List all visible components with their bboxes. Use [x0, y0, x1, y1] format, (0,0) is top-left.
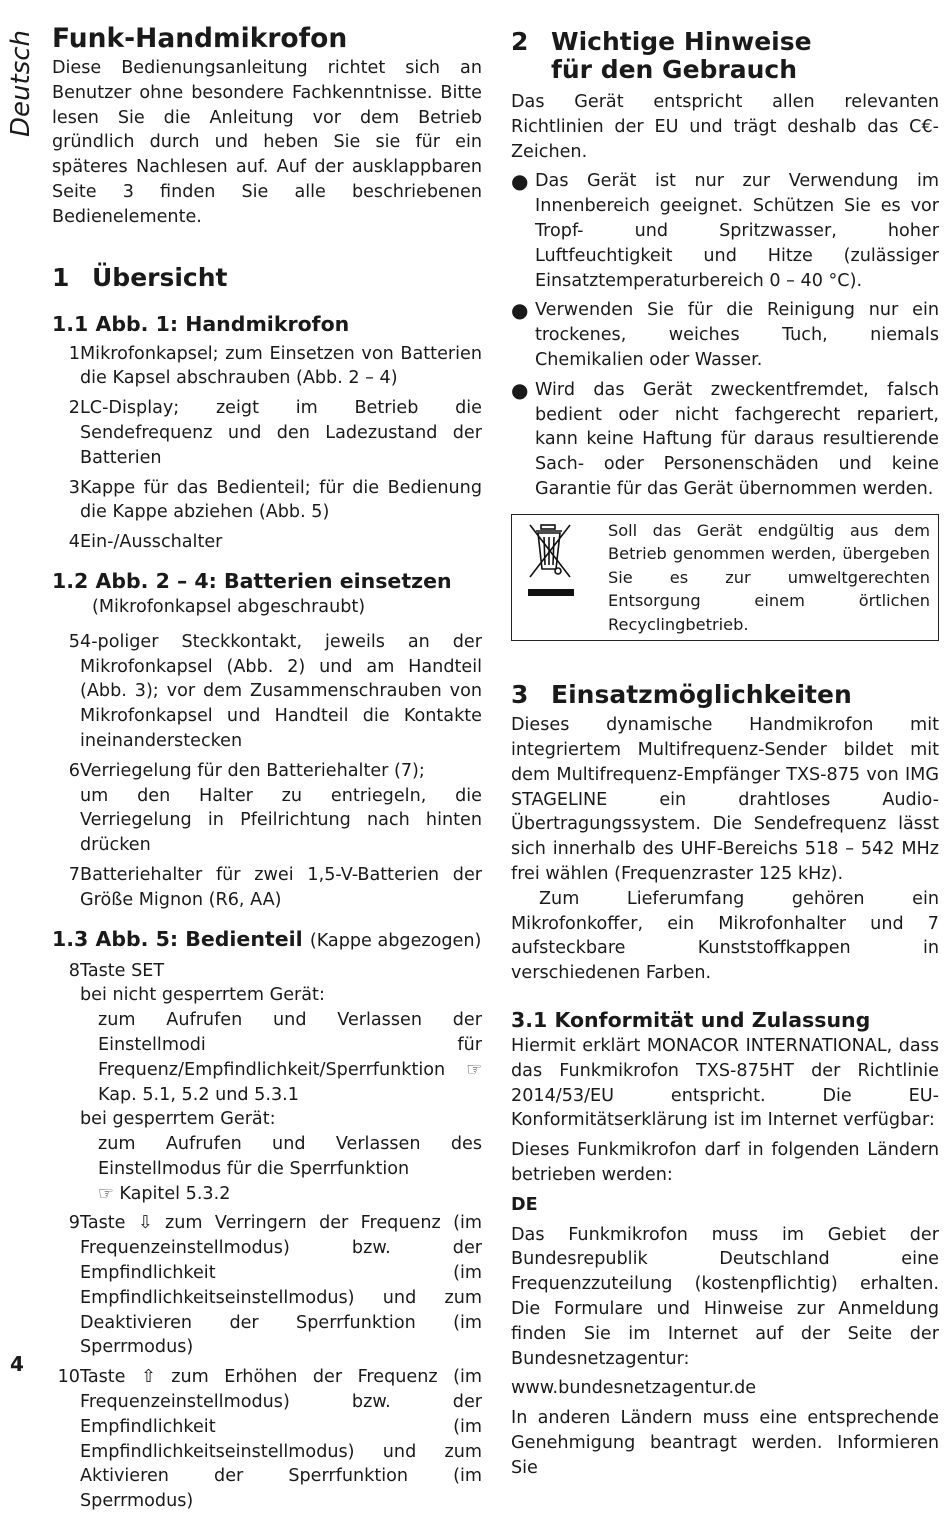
- country-label: DE: [511, 1194, 538, 1215]
- chapter-reference: ☞ Kapitel 5.3.2: [98, 1183, 231, 1204]
- section-number: 3: [511, 680, 529, 710]
- item-number: 6: [68, 760, 80, 781]
- section-3-heading: [511, 681, 939, 709]
- section-title-line: Wichtige Hinweise: [551, 27, 812, 56]
- item-number: 1: [68, 343, 80, 364]
- section-number: 1: [52, 262, 70, 292]
- section-title: [551, 28, 812, 84]
- section-title: Übersicht: [92, 262, 228, 292]
- item-text: [80, 759, 482, 858]
- subsection-1-2-heading: 1.2 Abb. 2 – 4: Batterien einsetzen: [52, 568, 452, 593]
- section-3-paragraph: Zum Lieferumfang gehören ein Mikrofonkoffer, ein Mikrofonhalter und 7 aufsteckbare Kunststoffkappen in verschiedenen Farben.: [511, 888, 939, 984]
- item-text-line: um den Halter zu entriegeln, die Verriegelung in Pfeilrichtung nach hinten drücken: [80, 785, 482, 856]
- list-item: [52, 759, 482, 858]
- list-item: [52, 396, 482, 470]
- item-title: Taste SET: [80, 960, 165, 981]
- intro-paragraph: Diese Bedienungsanleitung richtet sich an Benutzer ohne besondere Fachkenntnisse. Bitte lesen Sie die Anleitung vor dem Betrieb gründlich durch und heben Sie sie für ein späteres Nachlesen auf. Auf der ausklappbaren Seite 3 finden Sie alle beschriebenen Bedienelemente.: [52, 58, 482, 227]
- list-item: [52, 530, 482, 555]
- item-text: Kappe für das Bedienteil; für die Bedienung die Kappe abziehen (Abb. 5): [80, 477, 482, 523]
- section-2-heading: [511, 28, 939, 84]
- item-text-line: Verriegelung für den Batteriehalter (7);: [80, 760, 425, 781]
- item-number: 7: [68, 864, 80, 885]
- bullet-icon: ●: [511, 169, 529, 194]
- bullet-text: Verwenden Sie für die Reinigung nur ein trockenes, weiches Tuch, niemals Chemikalien oder Wasser.: [535, 300, 939, 370]
- conformity-paragraph: Dieses Funkmikrofon darf in folgenden Ländern betrieben werden:: [511, 1140, 939, 1185]
- section-number: 2: [511, 27, 529, 56]
- bullet-icon: ●: [511, 298, 529, 323]
- list-item: [52, 863, 482, 913]
- subsection-3-1-heading: 3.1 Konformität und Zulassung: [511, 1008, 871, 1033]
- subsection-1-1-heading: 1.1 Abb. 1: Handmikrofon: [52, 311, 350, 336]
- list-item: [52, 1365, 482, 1514]
- item-list-a: [52, 342, 482, 555]
- item-text: Batteriehalter für zwei 1,5-V-Batterien der Größe Mignon (R6, AA): [80, 864, 482, 910]
- list-item: [52, 476, 482, 526]
- subsection-1-2-note: (Mikrofonkapsel abgeschraubt): [92, 596, 366, 617]
- crossed-bin-icon: [522, 519, 598, 637]
- item-list-b: [52, 630, 482, 913]
- disposal-text: Soll das Gerät endgültig aus dem Betrieb genommen werden, übergeben Sie es zur umweltgerechten Entsorgung einem örtlichen Recyclingbetrieb.: [608, 520, 930, 634]
- item-number: 10: [57, 1367, 80, 1388]
- language-tab: Deutsch: [6, 30, 36, 138]
- document-title: Funk-Handmikrofon: [52, 23, 348, 54]
- page-number: 4: [10, 1352, 24, 1376]
- item-number: 4: [68, 532, 80, 553]
- list-item: [52, 630, 482, 754]
- list-item: [511, 378, 939, 502]
- section-2-intro: Das Gerät entspricht allen relevanten Richtlinien der EU und trägt deshalb das C€-Zeichen.: [511, 92, 939, 162]
- subsection-title: 1.3 Abb. 5: Bedienteil: [52, 926, 303, 951]
- left-column: [52, 22, 482, 1514]
- section-title: Einsatzmöglichkeiten: [551, 680, 852, 710]
- section-1-heading: [52, 264, 482, 292]
- list-item: [511, 298, 939, 372]
- section-title-line: für den Gebrauch: [551, 55, 798, 84]
- bullet-text: Wird das Gerät zweckentfremdet, falsch bedient oder nicht fachgerecht repariert, kann keine Haftung für daraus resultierende Sach- oder Personenschäden und keine Garantie für das Gerät übernommen werden.: [535, 379, 939, 499]
- item-number: 8: [68, 960, 80, 981]
- section-3-paragraph: Dieses dynamische Handmikrofon mit integriertem Multifrequenz-Sender bildet mit dem Multifrequenz-Empfänger TXS-875 von IMG STAGELINE ein drahtloses Audio-Übertragungssystem. Die Sendefrequenz lässt sich innerhalb des UHF-Bereichs 518 – 542 MHz frei wählen (Frequenzraster 125 kHz).: [511, 715, 939, 885]
- item-text: Taste ⇧ zum Erhöhen der Frequenz (im Frequenzeinstellmodus) bzw. der Empfindlichkeit (im Empfindlichkeitseinstellmodus) und zum Aktivieren der Sperrfunktion (im Sperrmodus): [80, 1367, 482, 1512]
- item-number: 2: [68, 398, 80, 419]
- item-text: Taste ⇩ zum Verringern der Frequenz (im Frequenzeinstellmodus) bzw. der Empfindlichkeit (im Empfindlichkeitseinstellmodus) und zum Deaktivieren der Sperrfunktion (im Sperrmodus): [80, 1213, 482, 1358]
- bullet-text: Das Gerät ist nur zur Verwendung im Innenbereich geeignet. Schützen Sie es vor Tropf- und Spritzwasser, hoher Luftfeuchtigkeit und Hitze (zulässiger Einsatztemperaturbereich 0 – 40 °C).: [535, 171, 939, 291]
- item-text: Ein-/Ausschalter: [80, 532, 223, 553]
- item-number: 5: [68, 631, 80, 652]
- subsection-1-3-heading: [52, 925, 482, 955]
- list-item: [511, 169, 939, 293]
- item-number: 9: [68, 1213, 80, 1234]
- condition-text: zum Aufrufen und Verlassen der Einstellmodi für Frequenz/Empfindlichkeit/Sperrfunktion ☞ Kap. 5.1, 5.2 und 5.3.1: [98, 1010, 482, 1105]
- item-text: LC-Display; zeigt im Betrieb die Sendefrequenz und den Ladezustand der Batterien: [80, 398, 482, 468]
- subsection-note: (Kappe abgezogen): [309, 930, 482, 951]
- list-item: [52, 1211, 482, 1360]
- condition-text: zum Aufrufen und Verlassen des Einstellmodus für die Sperrfunktion: [98, 1134, 482, 1179]
- conformity-paragraph: In anderen Ländern muss eine entsprechende Genehmigung beantragt werden. Informieren Sie: [511, 1408, 939, 1478]
- item-number: 3: [68, 477, 80, 498]
- conformity-paragraph: Hiermit erklärt MONACOR INTERNATIONAL, dass das Funkmikrofon TXS-875HT der Richtlinie 2014/53/EU entspricht. Die EU-Konformitätserklärung ist im Internet verfügbar:: [511, 1036, 939, 1131]
- item-text: Mikrofonkapsel; zum Einsetzen von Batterien die Kapsel abschrauben (Abb. 2 – 4): [80, 343, 482, 389]
- item-text: 4-poliger Steckkontakt, jeweils an der Mikrofonkapsel (Abb. 2) und am Handteil (Abb. 3); vor dem Zusammenschrauben von Mikrofonkapsel und Handteil die Kontakte ineinanderstecken: [80, 631, 482, 751]
- disposal-notice: [511, 514, 939, 642]
- bullet-icon: ●: [511, 377, 529, 402]
- website-url: www.bundesnetzagentur.de: [511, 1378, 757, 1399]
- right-column: [511, 22, 939, 1481]
- list-item: [52, 959, 482, 1207]
- list-item: [52, 342, 482, 392]
- conformity-paragraph: Das Funkmikrofon muss im Gebiet der Bundesrepublik Deutschland eine Frequenzzuteilung (kostenpflichtig) erhalten. Die Formulare und Hinweise zur Anmeldung finden Sie im Internet auf der Seite der Bundesnetzagentur:: [511, 1224, 939, 1369]
- condition-label: bei nicht gesperrtem Gerät:: [80, 985, 325, 1006]
- item-text: [80, 959, 482, 1207]
- condition-label: bei gesperrtem Gerät:: [80, 1109, 276, 1130]
